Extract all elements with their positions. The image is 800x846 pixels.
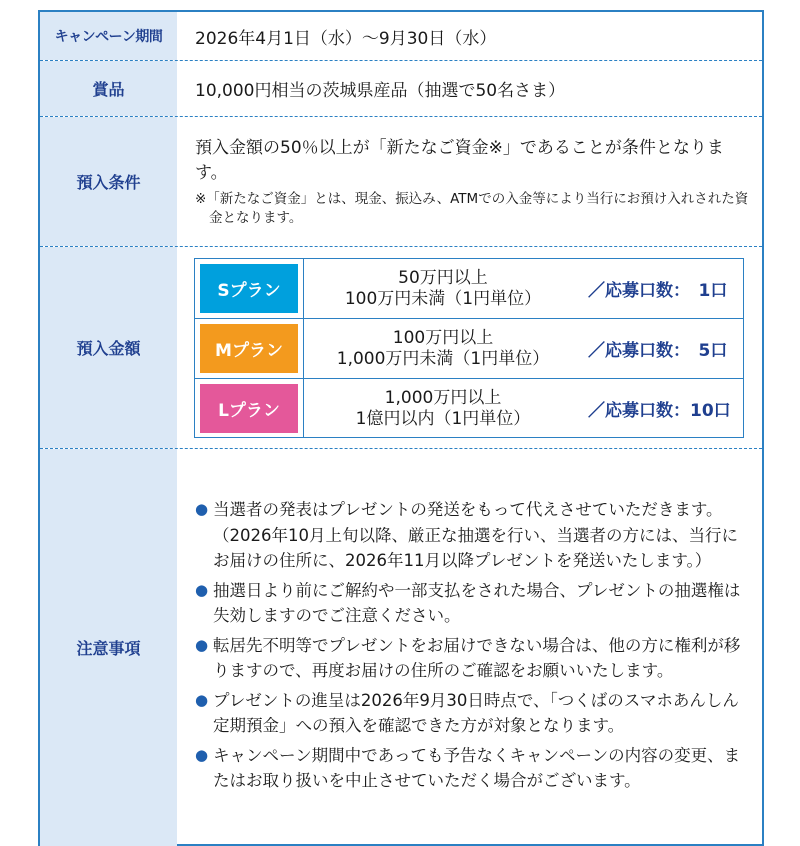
campaign-details-table <box>38 10 764 846</box>
plan-entries-s: ／応募口数： 1口 <box>588 281 728 301</box>
note-item <box>195 578 748 629</box>
note-text: 当選者の発表はプレゼントの発送をもって代えさせていただきます。（2026年10月上旬以降、厳正な抽選を行い、当選者の方には、当行にお届けの住所に、2026年11月以降プレゼントを発送いたします。） <box>213 500 738 571</box>
plan-badge-m: Mプラン <box>200 324 298 373</box>
plan-amount-m <box>308 328 578 370</box>
plan-badge-s: Sプラン <box>200 264 298 313</box>
note-text: キャンペーン期間中であっても予告なくキャンペーンの内容の変更、またはお取り扱いを中止させていただく場合がございます。 <box>213 745 741 791</box>
plan-amount-l <box>308 388 578 430</box>
plan-row-s <box>195 259 743 318</box>
notes-label: 注意事項 <box>40 449 177 846</box>
note-text: プレゼントの進呈は2026年9月30日時点で、「つくばのスマホあんしん定期預金」への預入を確認できた方が対象となります。 <box>213 690 739 736</box>
note-item <box>195 633 748 684</box>
condition-main: 預入金額の50％以上が「新たなご資金※」であることが条件となります。 <box>195 137 724 183</box>
plan-entries-l: ／応募口数：10口 <box>588 401 731 421</box>
prize-value: 10,000円相当の茨城県産品（抽選で50名さま） <box>195 81 566 101</box>
plan-amount-min: 100万円以上 <box>392 327 494 348</box>
plan-amount-max: 1,000万円未満（1円単位） <box>336 348 550 369</box>
amount-content <box>177 247 762 448</box>
prize-row <box>40 61 762 116</box>
condition-note: ※「新たなご資金」とは、現金、振込み、ATMでの入金等により当行にお預け入れされた資金となります。 <box>195 190 749 226</box>
note-text: 抽選日より前にご解約や一部支払をされた場合、プレゼントの抽選権は失効しますのでご注意ください。 <box>213 580 741 626</box>
plan-amount-min: 50万円以上 <box>398 267 488 288</box>
bullet-icon: ● <box>195 580 209 599</box>
amount-label: 預入金額 <box>40 247 177 448</box>
bullet-icon: ● <box>195 745 209 764</box>
bullet-icon: ● <box>195 690 209 709</box>
period-value: 2026年4月1日（水）～9月30日（水） <box>195 28 497 49</box>
prize-label: 賞品 <box>40 61 177 116</box>
plan-row-m <box>195 319 743 378</box>
note-item <box>195 497 748 574</box>
plan-row-l <box>195 379 743 438</box>
notes-list <box>177 449 762 846</box>
condition-label: 預入条件 <box>40 117 177 246</box>
plan-amount-max: 1億円以内（1円単位） <box>355 408 531 429</box>
period-label: キャンペーン期間 <box>40 12 177 60</box>
note-item <box>195 688 748 739</box>
plan-badge-l: Lプラン <box>200 384 298 433</box>
amount-row <box>40 247 762 448</box>
bullet-icon: ● <box>195 500 209 519</box>
plan-amount-min: 1,000万円以上 <box>384 387 502 408</box>
notes-row <box>40 449 762 846</box>
bullet-icon: ● <box>195 635 209 654</box>
condition-row <box>40 117 762 246</box>
period-row <box>40 12 762 60</box>
note-item <box>195 743 748 794</box>
note-text: 転居先不明等でプレゼントをお届けできない場合は、他の方に権利が移りますので、再度お届けの住所のご確認をお願いいたします。 <box>213 635 741 681</box>
plans-table <box>194 258 744 438</box>
plan-entries-m: ／応募口数： 5口 <box>588 341 728 361</box>
condition-content <box>177 117 762 246</box>
plan-amount-max: 100万円未満（1円単位） <box>344 288 542 309</box>
plan-amount-s <box>308 268 578 310</box>
